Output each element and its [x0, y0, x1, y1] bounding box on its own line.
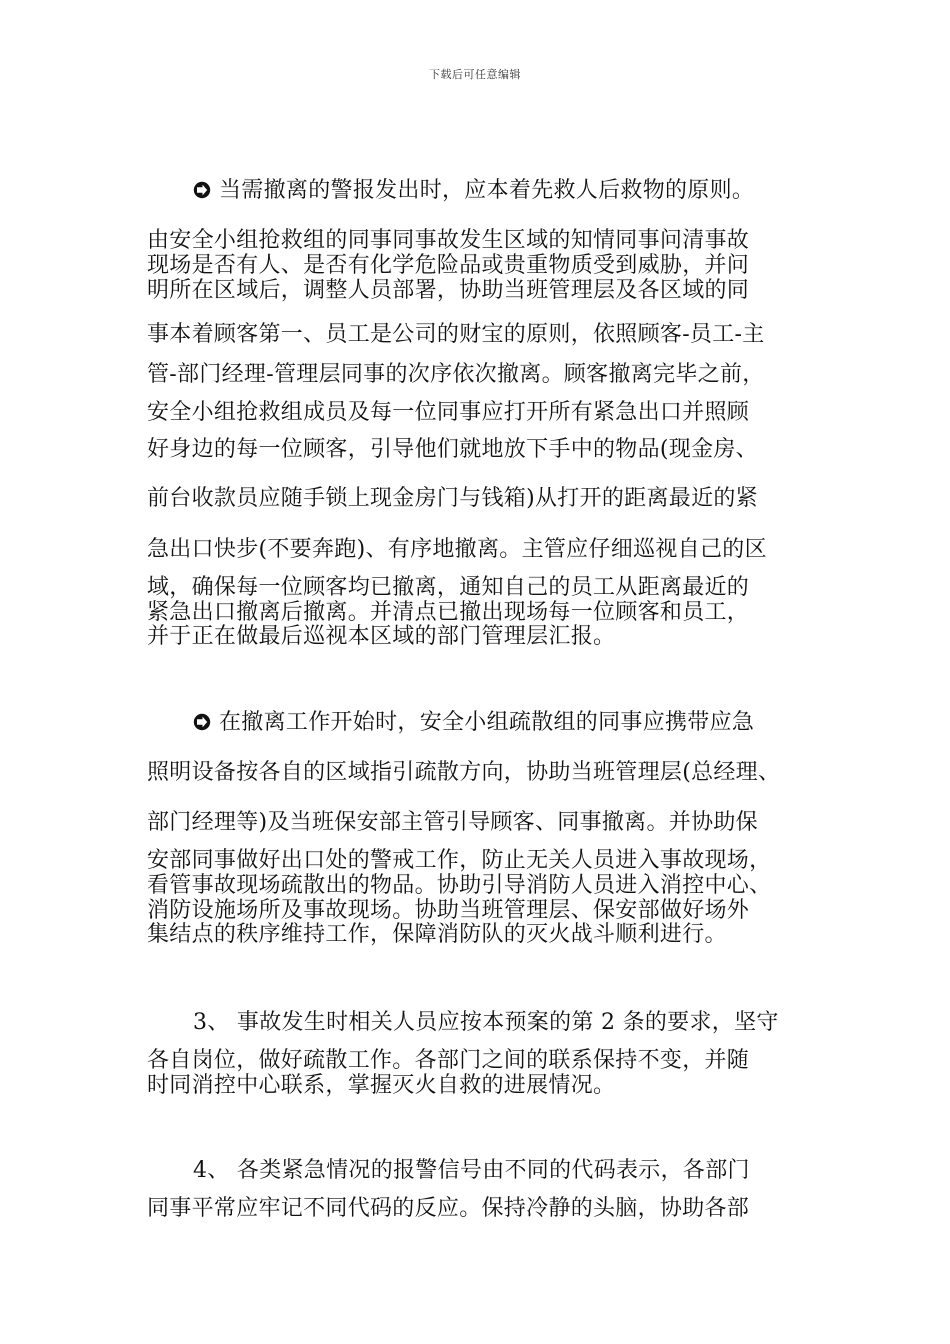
text-line: 并于正在做最后巡视本区域的部门管理层汇报。	[147, 624, 616, 649]
text-line: 在撤离工作开始时，安全小组疏散组的同事应携带应急	[219, 710, 755, 735]
text-line: 安部同事做好出口处的警戒工作，防止无关人员进入事故现场，	[147, 848, 772, 873]
text-line: 照明设备按各自的区域指引疏散方向，协助当班管理层(总经理、	[147, 760, 781, 785]
text-line: 安全小组抢救组成员及每一位同事应打开所有紧急出口并照顾	[147, 400, 750, 425]
text-line: 由安全小组抢救组的同事同事故发生区域的知情同事问清事故	[147, 228, 750, 253]
header-note: 下载后可任意编辑	[429, 68, 521, 81]
text-line: 事本着顾客第一、员工是公司的财宝的原则，依照顾客-员工-主	[147, 322, 765, 347]
bullet-line	[193, 178, 754, 204]
text-line: 明所在区域后，调整人员部署，协助当班管理层及各区域的同	[147, 278, 750, 303]
text-line: 时同消控中心联系，掌握灭火自救的进展情况。	[147, 1073, 616, 1098]
text-line: 4、 各类紧急情况的报警信号由不同的代码表示，各部门	[193, 1158, 750, 1183]
text-line: 好身边的每一位顾客，引导他们就地放下手中的物品(现金房、	[147, 437, 758, 462]
text-line: 紧急出口撤离后撤离。并清点已撤出现场每一位顾客和员工，	[147, 600, 750, 625]
text-line: 急出口快步(不要奔跑)、有序地撤离。主管应仔细巡视自己的区	[147, 537, 767, 562]
text-line: 3、 事故发生时相关人员应按本预案的第 2 条的要求，坚守	[193, 1010, 779, 1035]
text-line: 消防设施场所及事故现场。协助当班管理层、保安部做好场外	[147, 898, 750, 923]
text-line: 域，确保每一位顾客均已撤离，通知自己的员工从距离最近的	[147, 575, 750, 600]
arrow-bullet-icon	[193, 712, 211, 730]
text-line: 各自岗位，做好疏散工作。各部门之间的联系保持不变，并随	[147, 1048, 750, 1073]
bullet-line	[193, 710, 754, 736]
text-line: 部门经理等)及当班保安部主管引导顾客、同事撤离。并协助保	[147, 810, 758, 835]
text-line: 现场是否有人、是否有化学危险品或贵重物质受到威胁，并问	[147, 253, 750, 278]
text-line: 集结点的秩序维持工作，保障消防队的灭火战斗顺利进行。	[147, 922, 727, 947]
text-line: 前台收款员应随手锁上现金房门与钱箱)从打开的距离最近的紧	[147, 486, 758, 511]
text-line: 当需撤离的警报发出时，应本着先救人后救物的原则。	[219, 178, 755, 203]
text-line: 管-部门经理-管理层同事的次序依次撤离。顾客撤离完毕之前，	[147, 362, 765, 387]
text-line: 看管事故现场疏散出的物品。协助引导消防人员进入消控中心、	[147, 873, 772, 898]
text-line: 同事平常应牢记不同代码的反应。保持冷静的头脑，协助各部	[147, 1196, 750, 1221]
arrow-bullet-icon	[193, 180, 211, 198]
